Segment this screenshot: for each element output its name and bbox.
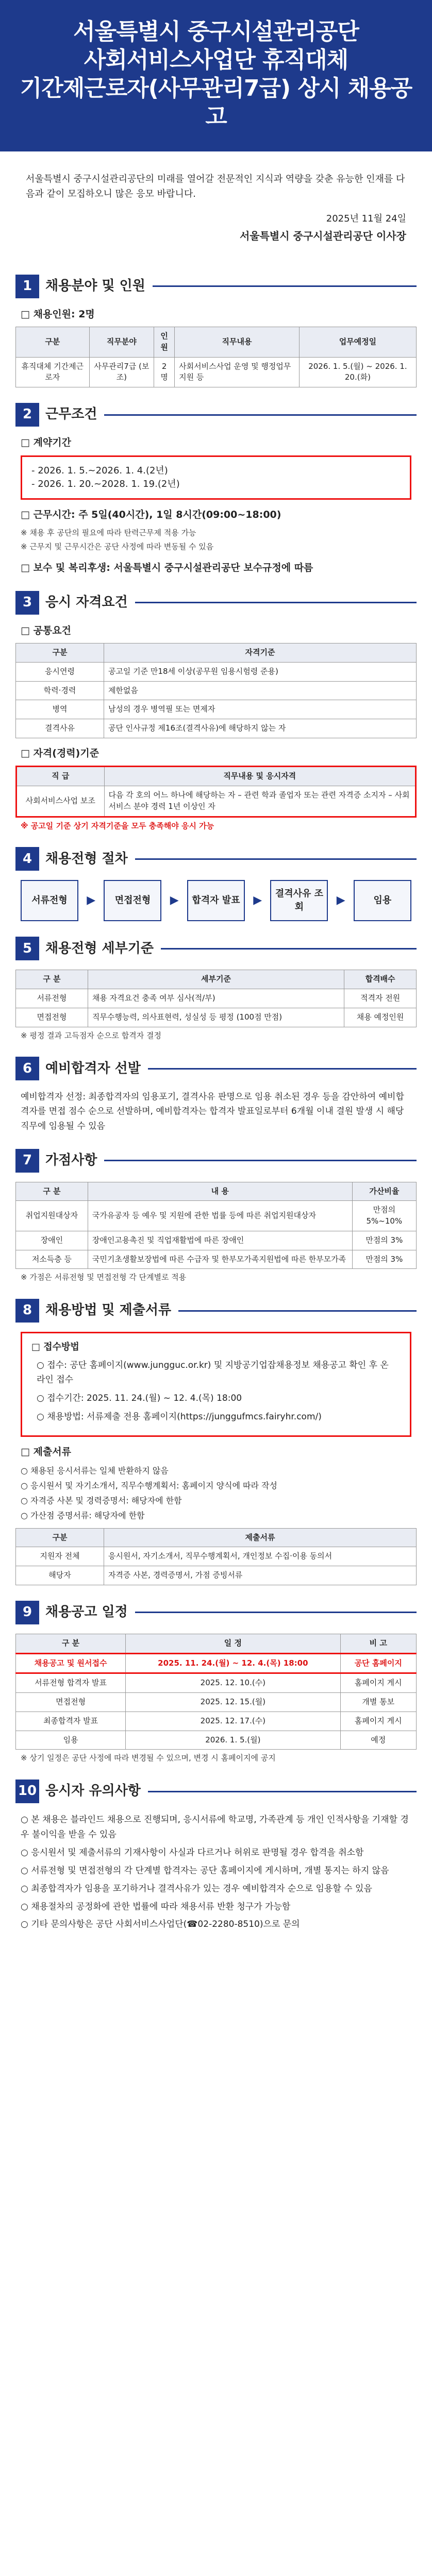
note: ※ 가점은 서류전형 및 면접전형 각 단계별로 적용 <box>21 1273 187 1282</box>
cell: 개별 통보 <box>340 1693 416 1712</box>
cell: 만점의 5%~10% <box>352 1201 416 1231</box>
col-header: 제출서류 <box>104 1528 416 1547</box>
list-item: ○ 응시원서 및 제출서류의 기재사항이 사실과 다르거나 허위로 판명될 경우 합격을 취소함 <box>21 1847 364 1858</box>
cell: 사회서비스사업 보조 <box>16 786 105 817</box>
list-item: ○ 응시원서 및 자기소개서, 직무수행계획서: 홈페이지 양식에 따라 작성 <box>21 1481 277 1491</box>
section-divider <box>148 1068 417 1070</box>
contract-period-label: □ 계약기간 <box>21 437 71 449</box>
table-row <box>16 357 417 387</box>
cell: 다음 각 호의 어느 하나에 해당하는 자 – 관련 학과 졸업자 또는 관련 자격증 소지자 – 사회서비스 분야 경력 1년 이상인 자 <box>104 786 416 817</box>
col-header: 구분 <box>16 327 90 358</box>
table-row <box>16 719 417 738</box>
section-number: 10 <box>15 1780 39 1803</box>
col-header: 직무내용 <box>175 327 300 358</box>
note: ※ 상기 일정은 공단 사정에 따라 변경될 수 있으며, 변경 시 홈페이지에 공지 <box>21 1753 276 1763</box>
cell: 예정 <box>340 1731 416 1750</box>
section-title: 채용공고 일정 <box>45 1604 128 1620</box>
section-divider <box>148 1791 417 1792</box>
cell: 공단 인사규정 제16조(결격사유)에 해당하지 않는 자 <box>104 719 416 738</box>
section-4 <box>0 847 432 921</box>
section-7 <box>0 1149 432 1284</box>
method-line: ○ 접수기간: 2025. 11. 24.(월) ~ 12. 4.(목) 18:00 <box>37 1393 242 1404</box>
section-title: 가점사항 <box>45 1152 97 1168</box>
section-divider <box>178 1310 417 1312</box>
table-row <box>16 1231 417 1250</box>
common-requirements-table <box>15 643 417 738</box>
section-number: 8 <box>15 1299 39 1323</box>
application-method-label: □ 접수방법 <box>31 1342 79 1353</box>
note: ※ 채용 후 공단의 필요에 따라 탄력근무제 적용 가능 <box>21 528 196 537</box>
cell: 2026. 1. 5.(월) ~ 2026. 1. 20.(화) <box>299 357 416 387</box>
cell: 임용 <box>16 1731 126 1750</box>
table-row <box>16 1250 417 1269</box>
table-row <box>16 681 417 700</box>
note: ※ 평정 결과 고득점자 순으로 합격자 결정 <box>21 1030 162 1040</box>
col-header: 구분 <box>16 1528 104 1547</box>
arrow-right-icon: ▶ <box>87 894 96 907</box>
common-requirements-label: □ 공통요건 <box>21 624 71 636</box>
cell: 만점의 3% <box>352 1231 416 1250</box>
section-3 <box>0 591 432 832</box>
reserve-candidate-text: 예비합격자 선정: 최종합격자의 임용포기, 결격사유 판명으로 임용 취소된 경우 등을 감안하여 예비합격자를 면접 점수 순으로 선발하며, 예비합격자는 합격자 발표일로부터 6개월 이내 결원 발생 시 해당 직무에 임용될 수 있음 <box>21 1092 404 1131</box>
col-header: 합격배수 <box>344 970 417 989</box>
col-header: 구 분 <box>16 1182 88 1201</box>
section-number: 1 <box>15 275 39 298</box>
section-number: 6 <box>15 1057 39 1080</box>
hiring-count: □ 채용인원: 2명 <box>21 308 95 320</box>
step-document-screening: 서류전형 <box>21 880 78 921</box>
header-line-2: 사회서비스사업단 휴직대체 <box>84 47 348 73</box>
section-number: 5 <box>15 937 39 960</box>
table-row <box>16 1201 417 1231</box>
list-item: ○ 채용된 응시서류는 일체 반환하지 않음 <box>21 1465 169 1476</box>
cell: 면접전형 <box>16 1693 126 1712</box>
cell: 서류전형 <box>16 989 88 1008</box>
cell: 2025. 12. 17.(수) <box>126 1711 340 1731</box>
cell: 국민기초생활보장법에 따른 수급자 및 한부모가족지원법에 따른 한부모가족 <box>88 1250 352 1269</box>
cell: 2025. 11. 24.(월) ~ 12. 4.(목) 18:00 <box>126 1653 340 1673</box>
cell: 남성의 경우 병역필 또는 면제자 <box>104 700 416 719</box>
cell: 홈페이지 게시 <box>340 1673 416 1693</box>
col-header: 가산비율 <box>352 1182 416 1201</box>
intro-text: 서울특별시 중구시설관리공단의 미래를 열어갈 전문적인 지식과 역량을 갖춘 유능한 인재를 다음과 같이 모집하오니 많은 응모 바랍니다. <box>26 174 405 199</box>
header-line-3: 기간제근로자(사무관리7급) 상시 채용공고 <box>20 75 412 130</box>
cell: 채용 자격요건 충족 여부 심사(적/부) <box>88 989 344 1008</box>
table-row <box>16 1008 417 1027</box>
col-header: 구 분 <box>16 970 88 989</box>
cell: 지원자 전체 <box>16 1547 104 1566</box>
col-header: 직무내용 및 응시자격 <box>104 767 416 786</box>
cell: 사회서비스사업 운영 및 행정업무 지원 등 <box>175 357 300 387</box>
step-interview: 면접전형 <box>104 880 161 921</box>
col-header: 자격기준 <box>104 643 416 663</box>
table-row <box>16 700 417 719</box>
cell: 최종합격자 발표 <box>16 1711 126 1731</box>
positions-table <box>15 327 417 387</box>
cell: 2026. 1. 5.(월) <box>126 1731 340 1750</box>
cell: 2명 <box>154 357 175 387</box>
col-header: 구분 <box>16 643 104 663</box>
section-number: 9 <box>15 1601 39 1624</box>
table-row <box>16 1731 417 1750</box>
cell: 2025. 12. 15.(월) <box>126 1693 340 1712</box>
list-item: ○ 최종합격자가 임용을 포기하거나 결격사유가 있는 경우 예비합격자 순으로 임용할 수 있음 <box>21 1883 372 1894</box>
cell: 병역 <box>16 700 104 719</box>
cell: 해당자 <box>16 1566 104 1585</box>
section-divider <box>104 1160 417 1161</box>
list-item: ○ 가산점 증명서류: 해당자에 한함 <box>21 1511 145 1521</box>
table-row <box>16 1653 417 1673</box>
qualification-note: ※ 공고일 기준 상기 자격기준을 모두 충족해야 응시 가능 <box>21 821 214 831</box>
section-divider <box>153 285 417 287</box>
table-row <box>16 1693 417 1712</box>
cell: 장애인고용촉진 및 직업재활법에 따른 장애인 <box>88 1231 352 1250</box>
col-header: 인원 <box>154 327 175 358</box>
section-number: 7 <box>15 1149 39 1173</box>
step-appointment: 임용 <box>354 880 411 921</box>
bonus-points-table <box>15 1182 417 1269</box>
contract-period-1: - 2026. 1. 5.~2026. 1. 4.(2년) <box>31 465 168 476</box>
method-line: ○ 채용방법: 서류제출 전용 홈페이지(https://junggufmcs.fairyhr.com/) <box>37 1412 322 1422</box>
col-header: 직 급 <box>16 767 105 786</box>
process-flow <box>21 880 411 921</box>
cell: 만점의 3% <box>352 1250 416 1269</box>
documents-label: □ 제출서류 <box>21 1446 71 1458</box>
section-divider <box>135 602 417 603</box>
section-title: 응시 자격요건 <box>45 594 128 610</box>
list-item: ○ 자격증 사본 및 경력증명서: 해당자에 한함 <box>21 1496 182 1506</box>
selection-criteria-table <box>15 970 417 1027</box>
cell: 저소득층 등 <box>16 1250 88 1269</box>
table-row <box>16 1547 417 1566</box>
cell: 직무수행능력, 의사표현력, 성실성 등 평정 (100점 만점) <box>88 1008 344 1027</box>
col-header: 내 용 <box>88 1182 352 1201</box>
cell: 채용 예정인원 <box>344 1008 417 1027</box>
section-10 <box>0 1780 432 1932</box>
section-title: 채용분야 및 인원 <box>45 278 145 294</box>
cell: 홈페이지 게시 <box>340 1711 416 1731</box>
section-title: 채용전형 세부기준 <box>45 940 154 956</box>
cell: 면접전형 <box>16 1008 88 1027</box>
table-row <box>16 1566 417 1585</box>
col-header: 세부기준 <box>88 970 344 989</box>
table-row <box>16 1711 417 1731</box>
application-method-box <box>21 1332 411 1437</box>
cell: 제한없음 <box>104 681 416 700</box>
col-header: 업무예정일 <box>299 327 416 358</box>
cell: 2025. 12. 10.(수) <box>126 1673 340 1693</box>
section-5 <box>0 937 432 1041</box>
schedule-table <box>15 1634 417 1750</box>
pay-benefits: □ 보수 및 복리후생: 서울특별시 중구시설관리공단 보수규정에 따름 <box>21 562 313 574</box>
cell: 장애인 <box>16 1231 88 1250</box>
signer: 서울특별시 중구시설관리공단 이사장 <box>239 229 406 242</box>
announcement-date: 2025년 11월 24일 <box>326 213 406 224</box>
section-number: 3 <box>15 591 39 615</box>
col-header: 구 분 <box>16 1634 126 1653</box>
section-divider <box>104 414 417 416</box>
contract-period-2: - 2026. 1. 20.~2028. 1. 19.(2년) <box>31 478 180 489</box>
section-1 <box>0 275 432 388</box>
cell: 국가유공자 등 예우 및 지원에 관한 법률 등에 따른 취업지원대상자 <box>88 1201 352 1231</box>
cell: 서류전형 합격자 발표 <box>16 1673 126 1693</box>
col-header: 직무분야 <box>89 327 154 358</box>
cell: 공단 홈페이지 <box>340 1653 416 1673</box>
table-row <box>16 662 417 681</box>
section-title: 근무조건 <box>45 406 97 422</box>
announcement-header <box>0 0 432 151</box>
step-announcement: 합격자 발표 <box>187 880 245 921</box>
qualification-label: □ 자격(경력)기준 <box>21 747 99 759</box>
list-item: ○ 채용절차의 공정화에 관한 법률에 따라 채용서류 반환 청구가 가능함 <box>21 1901 291 1912</box>
cell: 공고일 기준 만18세 이상(공무원 임용시험령 준용) <box>104 662 416 681</box>
arrow-right-icon: ▶ <box>336 894 345 907</box>
table-row <box>16 1673 417 1693</box>
note: ※ 근무지 및 근무시간은 공단 사정에 따라 변동될 수 있음 <box>21 542 214 552</box>
section-divider <box>135 1612 417 1613</box>
cell: 채용공고 및 원서접수 <box>16 1653 126 1673</box>
section-number: 2 <box>15 403 39 427</box>
cell: 자격증 사본, 경력증명서, 가점 증빙서류 <box>104 1566 416 1585</box>
list-item: ○ 본 채용은 블라인드 채용으로 진행되며, 응시서류에 학교명, 가족관계 등 개인 인적사항을 기재할 경우 불이익을 받을 수 있음 <box>21 1815 409 1840</box>
col-header: 비 고 <box>340 1634 416 1653</box>
cell: 응시연령 <box>16 662 104 681</box>
contract-period-box <box>21 455 411 500</box>
cell: 응시원서, 자기소개서, 직무수행계획서, 개인정보 수집·이용 동의서 <box>104 1547 416 1566</box>
cell: 사무관리7급 (보조) <box>89 357 154 387</box>
arrow-right-icon: ▶ <box>170 894 179 907</box>
section-title: 채용방법 및 제출서류 <box>45 1302 172 1318</box>
step-disqualification-check: 결격사유 조회 <box>270 880 328 921</box>
section-divider <box>161 948 417 950</box>
table-row <box>16 989 417 1008</box>
section-6 <box>0 1057 432 1133</box>
section-2 <box>0 403 432 575</box>
section-title: 응시자 유의사항 <box>45 1783 141 1799</box>
list-item: ○ 서류전형 및 면접전형의 각 단계별 합격자는 공단 홈페이지에 게시하며, 개별 통지는 하지 않음 <box>21 1865 389 1876</box>
section-divider <box>135 858 417 860</box>
section-title: 채용전형 절차 <box>45 851 128 867</box>
col-header: 일 정 <box>126 1634 340 1653</box>
documents-table <box>15 1528 417 1585</box>
section-8 <box>0 1299 432 1585</box>
method-line: ○ 접수: 공단 홈페이지(www.jungguc.or.kr) 및 지방공기업잡채용정보 채용공고 확인 후 온라인 접수 <box>37 1360 389 1385</box>
arrow-right-icon: ▶ <box>253 894 262 907</box>
list-item: ○ 기타 문의사항은 공단 사회서비스사업단(☎02-2280-8510)으로 문의 <box>21 1919 300 1930</box>
cell: 취업지원대상자 <box>16 1201 88 1231</box>
section-9 <box>0 1601 432 1764</box>
header-line-1: 서울특별시 중구시설관리공단 <box>73 19 359 45</box>
cell: 결격사유 <box>16 719 104 738</box>
cell: 적격자 전원 <box>344 989 417 1008</box>
cell: 학력·경력 <box>16 681 104 700</box>
cell: 휴직대체 기간제근로자 <box>16 357 90 387</box>
section-number: 4 <box>15 847 39 871</box>
table-row <box>16 786 416 817</box>
work-hours: □ 근무시간: 주 5일(40시간), 1일 8시간(09:00~18:00) <box>21 509 281 520</box>
qualification-table <box>15 766 417 817</box>
section-title: 예비합격자 선발 <box>45 1060 141 1076</box>
